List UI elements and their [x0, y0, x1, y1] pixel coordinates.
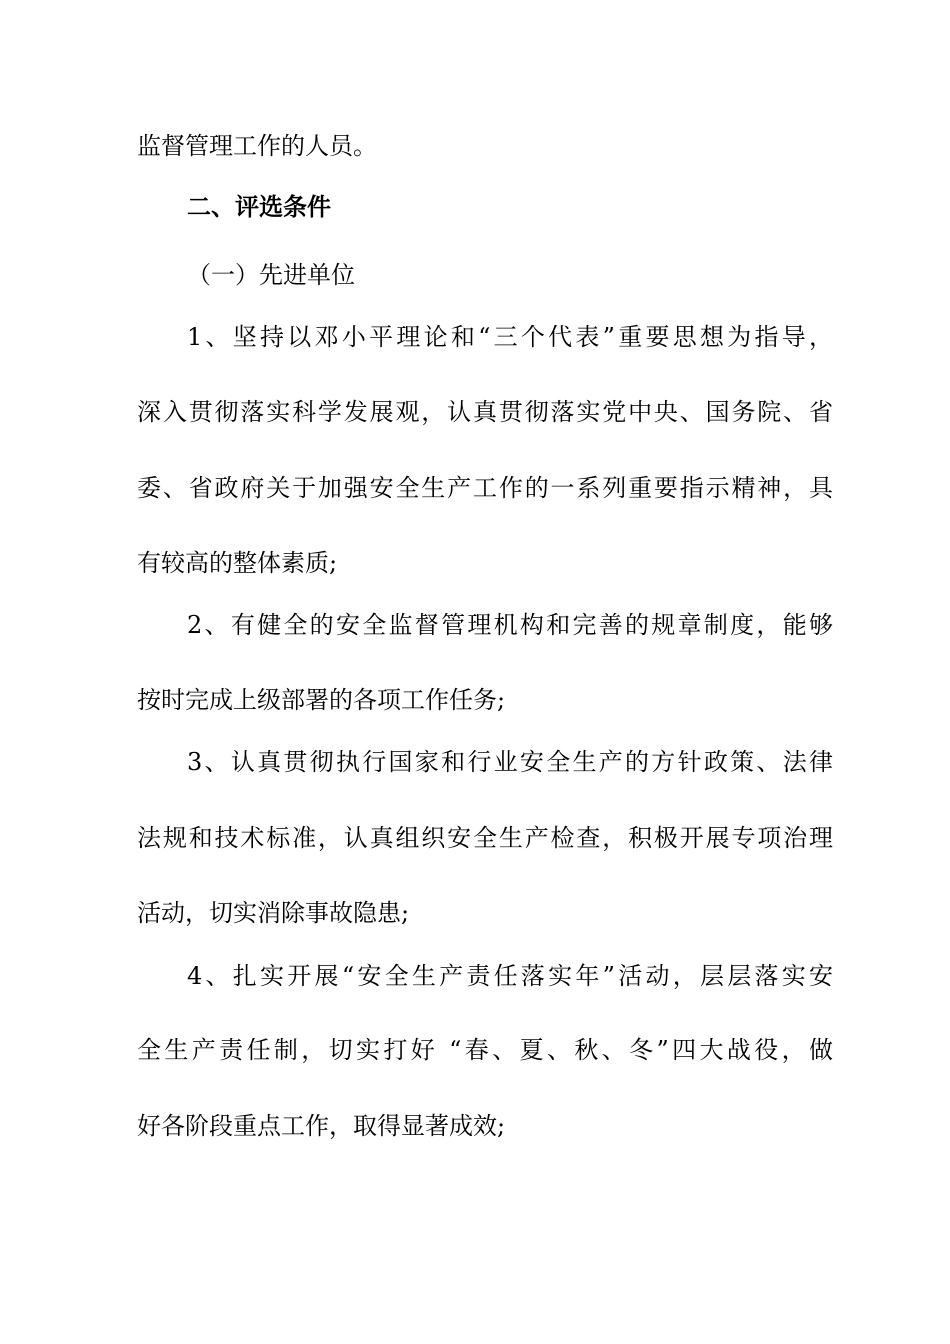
- section-heading: 二、评选条件: [187, 193, 331, 221]
- paragraph-line: 委、省政府关于加强安全生产工作的一系列重要指示精神，具: [137, 474, 833, 502]
- paragraph-line: 有较高的整体素质;: [137, 549, 338, 577]
- paragraph-line: 深入贯彻落实科学发展观，认真贯彻落实党中央、国务院、省: [137, 398, 833, 426]
- paragraph-line: 法规和技术标准，认真组织安全生产检查，积极开展专项治理: [137, 824, 833, 852]
- subsection-heading: （一）先进单位: [187, 261, 355, 289]
- paragraph-line: 3、认真贯彻执行国家和行业安全生产的方针政策、法律: [187, 748, 833, 776]
- document-page: [137, 0, 833, 1344]
- paragraph-line: 2、有健全的安全监督管理机构和完善的规章制度，能够: [187, 611, 833, 639]
- paragraph-line: 活动，切实消除事故隐患;: [137, 899, 410, 927]
- paragraph-line: 4、扎实开展“安全生产责任落实年”活动，层层落实安: [187, 962, 833, 990]
- paragraph-line: 按时完成上级部署的各项工作任务;: [137, 686, 506, 714]
- paragraph-line: 全生产责任制，切实打好 “春、夏、秋、冬”四大战役，做: [137, 1036, 833, 1064]
- paragraph-line: 好各阶段重点工作，取得显著成效;: [137, 1112, 506, 1140]
- paragraph-line: 1、坚持以邓小平理论和“三个代表”重要思想为指导，: [187, 323, 833, 351]
- paragraph-line: 监督管理工作的人员。: [137, 132, 377, 160]
